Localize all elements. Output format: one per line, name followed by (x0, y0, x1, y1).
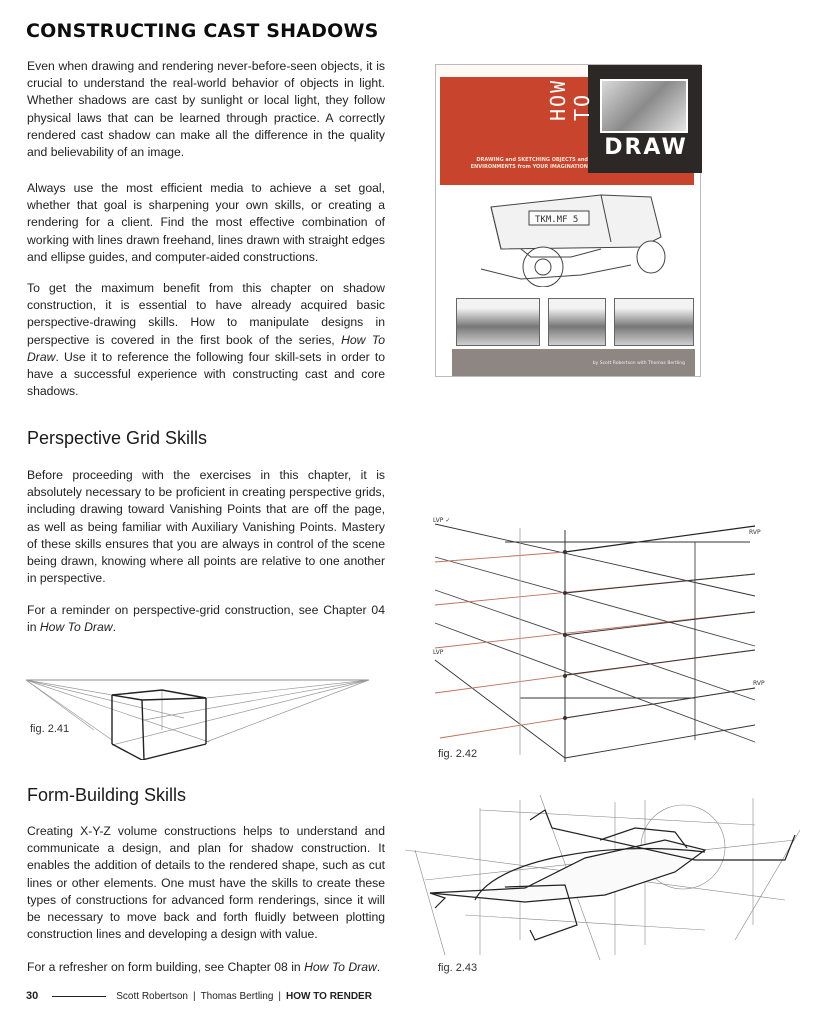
footer-separator: | (192, 990, 196, 1002)
grid-label-lvp-top: LVP ✓ (433, 517, 451, 524)
fig-2-42-caption: fig. 2.42 (438, 748, 478, 760)
cover-subtitle (444, 157, 588, 171)
book-title-italic: How To Draw (39, 620, 113, 635)
para-text: . Use it to reference the following four skill-sets in order to have a successful experience with constructing cast and core shadows. (27, 349, 385, 399)
intro-paragraph-2: Always use the most efficient media to achieve a set goal, whether that goal is sharpening your own skills, or creating a rendering for a client. Find the most effective combination of working with lines drawn freehand, lines drawn with straight edges and ellipse guides, and computer-aided constructions. (27, 181, 385, 264)
book-cover-image (435, 64, 701, 377)
cover-mini-sketch-1 (456, 298, 540, 346)
vehicle-text: TKM.MF 5 (535, 215, 579, 225)
para-text: For a reminder on perspective-grid construction, see Chapter 04 in (27, 603, 385, 635)
section-reminder-form-building (27, 959, 385, 976)
fig-2-43-caption: fig. 2.43 (438, 962, 478, 974)
cover-mini-sketch-3 (614, 298, 694, 346)
para-text: To get the maximum benefit from this chapter on shadow construction, it is essential to have already acquired basic perspective-drawing skills. How to manipulate designs in perspective is covered in the first book of the series, (27, 281, 385, 347)
cover-byline: by Scott Robertson with Thomas Bertling (452, 349, 695, 376)
para-text: . (376, 960, 381, 974)
footer-author-2: Thomas Bertling (200, 990, 274, 1002)
page-footer (26, 990, 372, 1002)
cover-mini-sketch-2 (548, 298, 606, 346)
cover-how-to: HOW TO (546, 78, 594, 121)
section-body-form-building: Creating X-Y-Z volume constructions helps to understand and communicate a design, and plan for shadow construction. It enables the addition of details to the rendered shape, such as cut lines or other elements. One must have the skills to create these types of constructions for advanced form renderings, since it will be necessary to move back and forth fluidly between plotting construction lines and developing a design with value. (27, 824, 385, 942)
para-text: For a refresher on form building, see Chapter 08 in (27, 960, 305, 974)
section-reminder-perspective-grid (27, 602, 385, 636)
fig-2-41-caption: fig. 2.41 (30, 723, 70, 735)
fig-2-43-aircraft-construction (405, 790, 825, 965)
grid-label-lvp-bottom: LVP (433, 649, 444, 656)
page-number: 30 (26, 990, 39, 1002)
footer-author-1: Scott Robertson (116, 990, 188, 1002)
cover-thumbnail (600, 79, 688, 133)
vehicle-sketch (461, 187, 681, 287)
section-body-perspective-grid: Before proceeding with the exercises in this chapter, it is absolutely necessary to be proficient in creating perspective grids, including drawing toward Vanishing Points that are off the page, as well as being familiar with Auxiliary Vanishing Points. Mastery of these skills ensures that you are always in control of the scene being drawn, knowing where all points are relative to one another in perspective. (27, 468, 385, 586)
page-title: CONSTRUCTING CAST SHADOWS (26, 20, 379, 42)
footer-rule (52, 996, 106, 997)
book-title-italic: How To Draw (304, 960, 377, 974)
footer-book-title: HOW TO RENDER (286, 990, 372, 1002)
section-heading-perspective-grid: Perspective Grid Skills (27, 428, 208, 448)
grid-label-rvp-top: RVP (749, 529, 761, 536)
cover-subtitle-line1: DRAWING and SKETCHING OBJECTS and (476, 157, 588, 163)
intro-paragraph-1: Even when drawing and rendering never-before-seen objects, it is crucial to understand the real-world behavior of objects in light. Whether shadows are cast by sunlight or local light, they follow physical laws that can be learned through practice. A correctly rendered cast shadow can make all the difference in the quality and believability of an image. (27, 59, 385, 160)
intro-paragraph-3 (27, 280, 385, 400)
footer-separator: | (278, 990, 281, 1002)
fig-2-41-box-sketch (24, 670, 394, 760)
cover-draw: DRAW (604, 135, 688, 160)
fig-2-42-perspective-grid (425, 500, 825, 770)
grid-label-rvp-bottom: RVP (753, 680, 765, 687)
cover-subtitle-line2: ENVIRONMENTS from YOUR IMAGINATION (470, 164, 588, 170)
section-heading-form-building: Form-Building Skills (27, 785, 187, 805)
para-text: . (112, 620, 116, 635)
book-title-italic: How To Draw (27, 332, 385, 364)
